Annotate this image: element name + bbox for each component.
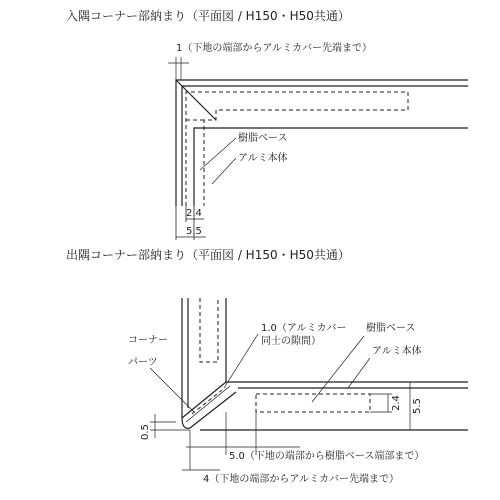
- inner-profile-outer-edge: [176, 80, 468, 206]
- inner-dim-2-4: 2.4: [186, 208, 202, 219]
- inner-leader-alu: [212, 158, 236, 184]
- inner-alu-cover-face: [182, 86, 468, 206]
- outer-corner-part-edge-2: [190, 392, 236, 428]
- outer-label-alu: アルミ本体: [372, 346, 422, 357]
- inner-label-alu: アルミ本体: [238, 153, 288, 164]
- outer-label-corner-line1: コーナー: [128, 335, 168, 346]
- outer-leader-alu: [348, 358, 370, 388]
- outer-label-corner-line2: パーツ: [128, 357, 158, 368]
- outer-dim-2-4: 2.4: [391, 395, 402, 411]
- outer-vertical-resin-base: [200, 298, 218, 362]
- inner-profile-back-edge: [194, 128, 468, 206]
- outer-note-5-0: 5.0（下地の端部から樹脂ベース端部まで）: [229, 451, 425, 462]
- outer-corner-title: 出隅コーナー部納まり（平面図 / H150・H50共通）: [66, 248, 350, 262]
- inner-leader-resin: [200, 138, 236, 170]
- outer-dim-0-5: 0.5: [140, 424, 151, 440]
- outer-leader-gap: [224, 334, 258, 388]
- inner-dim-5-5: 5.5: [186, 226, 202, 237]
- inner-resin-base-corner: [204, 110, 216, 206]
- inner-corner-title: 入隅コーナー部納まり（平面図 / H150・H50共通）: [66, 9, 350, 23]
- outer-dim-5-5: 5.5: [412, 398, 423, 414]
- inner-note-1mm: 1（下地の端部からアルミカバー先端まで）: [176, 43, 372, 54]
- outer-corner-part-edge-3: [186, 386, 230, 422]
- outer-corner-part-hidden: [192, 390, 222, 414]
- inner-label-resin: 樹脂ベース: [238, 133, 288, 144]
- outer-label-gap-line2: 同士の隙間）: [261, 336, 321, 347]
- outer-label-gap-line1: 1.0（アルミカバー: [261, 323, 347, 334]
- inner-resin-base-outline: [186, 92, 408, 206]
- outer-horizontal-resin-base: [256, 394, 370, 412]
- outer-note-4: 4（下地の端部からアルミカバー先端まで）: [203, 474, 399, 485]
- outer-corner-part-edge-1: [182, 382, 226, 418]
- outer-label-resin: 樹脂ベース: [366, 323, 416, 334]
